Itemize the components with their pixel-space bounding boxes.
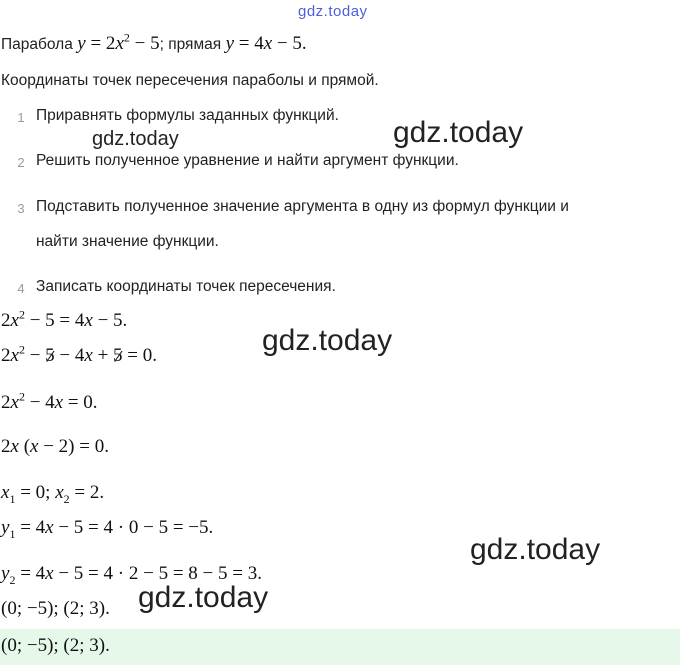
step-2-number: 2 — [17, 155, 25, 170]
watermark-small: gdz.today — [92, 128, 179, 150]
step-3-text-line1: Подставить полученное значение аргумента в одну из формул функции и — [36, 198, 569, 215]
equation-3: $2x^2 - 4x = 0$. — [1, 389, 98, 413]
equation-4: 2x (x − 2) = 0. — [1, 436, 109, 457]
problem-statement — [1, 30, 307, 55]
equation-2: $2x^2 - 5 - 4x + 5 = 0$. — [1, 342, 157, 366]
step-1-text: Приравнять формулы заданных функций. — [36, 107, 339, 124]
answer-text: (0; −5); (2; 3). — [1, 635, 110, 656]
line-formula: y = 4x − 5. — [225, 33, 307, 54]
parabola-formula: $y = 2x^2 - 5$ — [77, 30, 160, 54]
watermark-top: gdz.today — [298, 3, 368, 20]
problem-separator: ; прямая — [159, 36, 222, 53]
points-result: (0; −5); (2; 3). — [1, 598, 110, 619]
step-3-text-line2: найти значение функции. — [36, 233, 219, 250]
step-2-text: Решить полученное уравнение и найти аргумент функции. — [36, 152, 459, 169]
watermark-large-1: gdz.today — [393, 116, 524, 149]
y1-computation: $y_1 = 4x - 5 = 4 \cdot 0 - 5 = -5$. — [1, 517, 214, 541]
question-text: Координаты точек пересечения параболы и прямой. — [1, 72, 379, 89]
roots: $x_1 = 0$; $x_2 = 2$. — [1, 482, 105, 506]
watermark-large-3: gdz.today — [470, 533, 601, 566]
y2-computation: $y_2 = 4x - 5 = 4 \cdot 2 - 5 = 8 - 5 = 3$. — [1, 563, 262, 587]
step-1-number: 1 — [17, 110, 25, 125]
step-3-number: 3 — [17, 201, 25, 216]
step-4-number: 4 — [17, 281, 25, 296]
watermark-large-4: gdz.today — [138, 581, 269, 614]
step-4-text: Записать координаты точек пересечения. — [36, 278, 336, 295]
watermark-large-2: gdz.today — [262, 324, 393, 357]
equation-1: $2x^2 - 5 = 4x - 5$. — [1, 307, 128, 331]
problem-label: Парабола — [1, 36, 73, 53]
